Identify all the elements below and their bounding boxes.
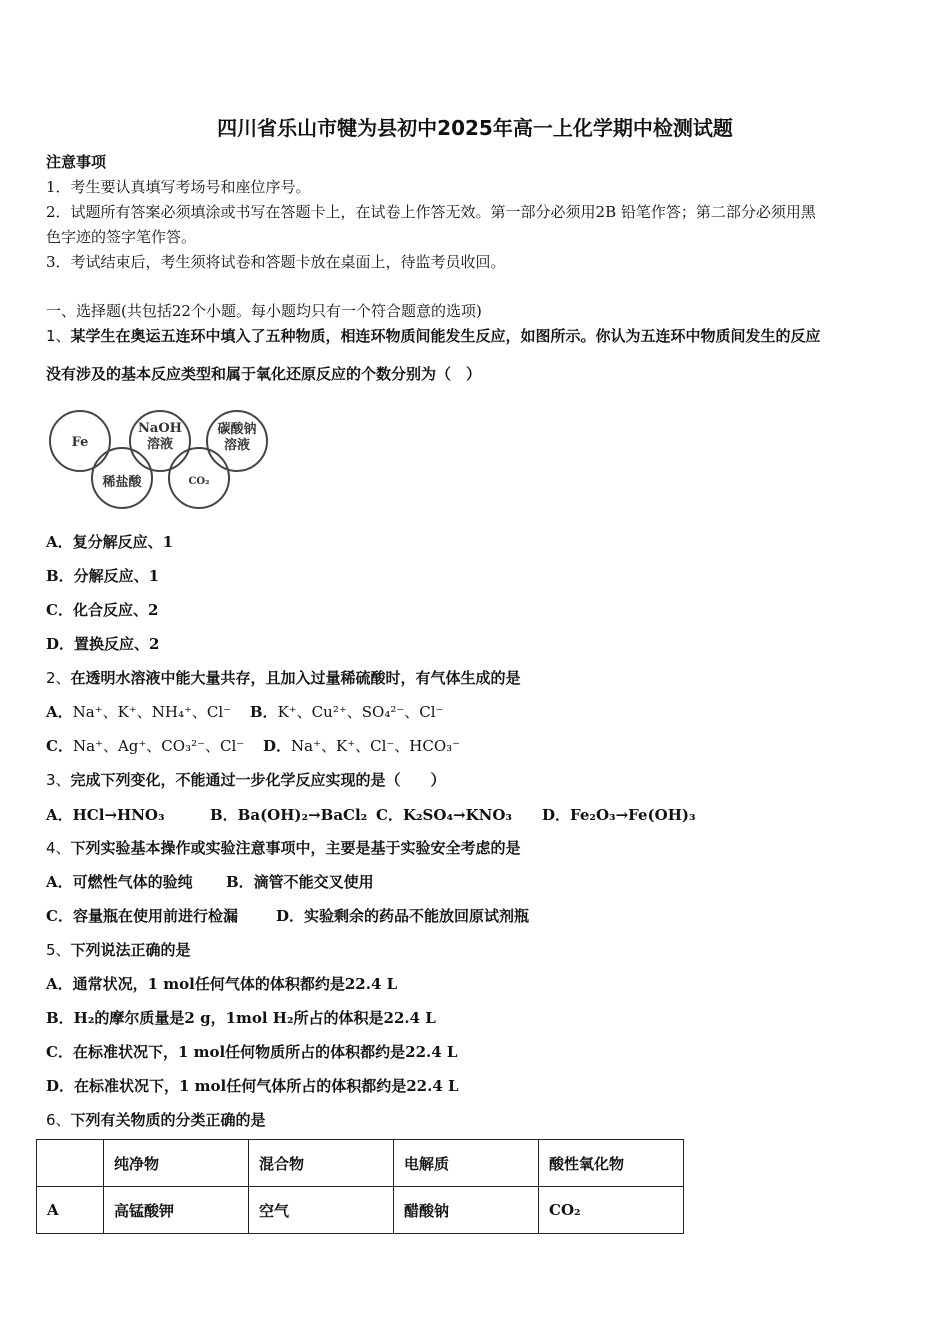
q5-line	[46, 940, 191, 960]
q4-option-d: D．实验剩余的药品不能放回原试剂瓶	[276, 907, 530, 925]
q2-option-a-label: A．	[46, 703, 73, 721]
table-header-cell: 纯净物	[104, 1140, 249, 1187]
q4-line	[46, 838, 521, 858]
q2-text: 在透明水溶液中能大量共存，且加入过量稀硫酸时，有气体生成的是	[70, 669, 521, 687]
ring-label-hcl: 稀盐酸	[102, 475, 142, 490]
section-heading: 一、选择题(共包括22个小题。每小题均只有一个符合题意的选项)	[46, 302, 482, 320]
table-header-cell: 电解质	[394, 1140, 539, 1187]
table-cell: 空气	[249, 1187, 394, 1234]
table-header-row	[37, 1140, 684, 1187]
notice-item-2: 2．试题所有答案必须填涂或书写在答题卡上，在试卷上作答无效。第一部分必须用2B 铅笔作答；第二部分必须用黑	[46, 203, 816, 221]
q4-text: 下列实验基本操作或实验注意事项中，主要是基于实验安全考虑的是	[70, 839, 521, 857]
q1-option-d: D．置换反应、2	[46, 635, 160, 653]
ring-label-fe: Fe	[71, 435, 89, 450]
q2-line	[46, 668, 521, 688]
q1-line1	[46, 326, 821, 346]
ring-label-naoh-1: NaOH	[138, 421, 182, 436]
q6-number: 6、	[46, 1111, 71, 1129]
q1-option-b: B．分解反应、1	[46, 567, 160, 585]
table-header-cell: 混合物	[249, 1140, 394, 1187]
q1-text1: 某学生在奥运五连环中填入了五种物质，相连环物质间能发生反应，如图所示。你认为五连环中物质间发生的反应	[70, 327, 821, 345]
q5-option-c: C．在标准状况下，1 mol任何物质所占的体积都约是22.4 L	[46, 1043, 458, 1061]
q5-option-d: D．在标准状况下，1 mol任何气体所占的体积都约是22.4 L	[46, 1077, 459, 1095]
q2-option-b-label: B．	[249, 703, 278, 721]
q3-option-c: C．K₂SO₄→KNO₃	[376, 806, 512, 824]
q5-option-b: B．H₂的摩尔质量是2 g，1mol H₂所占的体积是22.4 L	[46, 1009, 436, 1027]
table-cell: 醋酸钠	[394, 1187, 539, 1234]
q1-number: 1、	[46, 327, 71, 345]
q6-text: 下列有关物质的分类正确的是	[70, 1111, 266, 1129]
ring-label-co2: CO₂	[188, 476, 210, 487]
ring-label-na2co3-2: 溶液	[223, 438, 251, 453]
q2-option-b: K⁺、Cu²⁺、SO₄²⁻、Cl⁻	[277, 703, 444, 721]
q1-option-c: C．化合反应、2	[46, 601, 159, 619]
q2-option-a: Na⁺、K⁺、NH₄⁺、Cl⁻	[72, 703, 232, 721]
q4-option-b: B．滴管不能交叉使用	[226, 873, 374, 891]
notice-item-3: 3．考试结束后，考生须将试卷和答题卡放在桌面上，待监考员收回。	[46, 253, 506, 271]
ring-label-na2co3-1: 碳酸钠	[217, 422, 257, 437]
q2-options-cd	[46, 736, 460, 756]
table-header-cell: 酸性氧化物	[539, 1140, 684, 1187]
q1-text2: 没有涉及的基本反应类型和属于氧化还原反应的个数分别为（ ）	[46, 365, 482, 383]
classification-table	[36, 1139, 684, 1234]
table-row	[37, 1187, 684, 1234]
ring-label-naoh-2: 溶液	[146, 437, 174, 452]
q2-number: 2、	[46, 669, 71, 687]
q2-option-c: Na⁺、Ag⁺、CO₃²⁻、Cl⁻	[72, 737, 245, 755]
q2-option-c-label: C．	[46, 737, 73, 755]
q4-option-c: C．容量瓶在使用前进行检漏	[46, 907, 238, 925]
q3-option-d: D．Fe₂O₃→Fe(OH)₃	[542, 806, 696, 824]
q3-text: 完成下列变化，不能通过一步化学反应实现的是（ ）	[70, 771, 446, 789]
q5-text: 下列说法正确的是	[70, 941, 191, 959]
q3-option-a: A．HCl→HNO₃	[46, 806, 165, 824]
q3-number: 3、	[46, 771, 71, 789]
table-cell: CO₂	[539, 1187, 684, 1234]
q3-line	[46, 770, 446, 790]
notice-item-2-cont: 色字迹的签字笔作答。	[46, 228, 197, 246]
q2-option-d-label: D．	[262, 737, 291, 755]
q3-option-b: B．Ba(OH)₂→BaCl₂	[210, 806, 368, 824]
table-cell: 高锰酸钾	[104, 1187, 249, 1234]
q5-number: 5、	[46, 941, 71, 959]
page-title: 四川省乐山市犍为县初中2025年高一上化学期中检测试题	[217, 116, 733, 140]
olympic-rings-figure	[46, 406, 276, 512]
q4-option-a: A．可燃性气体的验纯	[46, 873, 193, 891]
q2-options-ab	[46, 702, 443, 722]
table-cell: A	[37, 1187, 104, 1234]
q6-line	[46, 1110, 266, 1130]
notice-item-1: 1．考生要认真填写考场号和座位序号。	[46, 178, 311, 196]
q5-option-a: A．通常状况，1 mol任何气体的体积都约是22.4 L	[46, 975, 398, 993]
table-header-cell	[37, 1140, 104, 1187]
notice-heading: 注意事项	[46, 153, 107, 171]
q4-number: 4、	[46, 839, 71, 857]
q2-option-d: Na⁺、K⁺、Cl⁻、HCO₃⁻	[291, 737, 461, 755]
q1-option-a: A．复分解反应、1	[46, 533, 174, 551]
